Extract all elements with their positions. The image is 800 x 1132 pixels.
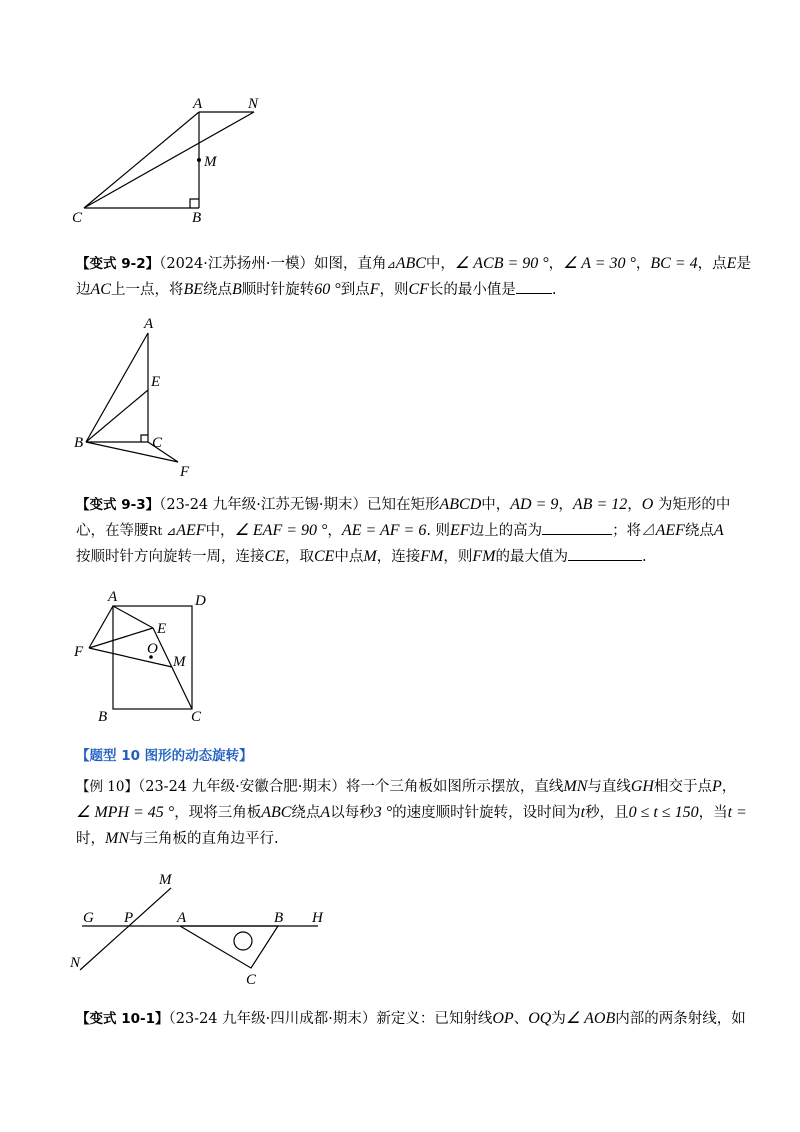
math-aef: AEF <box>176 522 206 539</box>
math-bc: BC = 4 <box>650 255 698 272</box>
text: ，取 <box>284 549 314 565</box>
text: 长的最小值是 <box>428 282 516 298</box>
label-M: M <box>173 654 186 670</box>
math-angle-aob: ∠ AOB <box>565 1010 616 1027</box>
text: ；将⊿ <box>612 523 656 539</box>
text: ， <box>548 256 564 272</box>
math-p: P <box>711 778 722 795</box>
label-A: A <box>193 96 203 112</box>
text: ，现将三角板 <box>174 805 262 821</box>
label-N: N <box>248 96 259 112</box>
math-ce: CE <box>264 548 285 565</box>
math-equals: = <box>732 804 747 821</box>
text: 内部的两条射线，如 <box>615 1011 746 1027</box>
label-C: C <box>72 210 83 226</box>
math-mn: MN <box>105 830 129 847</box>
math-ab: AB = 12 <box>572 496 628 513</box>
math-fm: FM <box>472 548 496 565</box>
math-ae-af: AE = AF = 6 <box>341 522 427 539</box>
math-a: A <box>713 522 724 539</box>
math-angle-a: ∠ A = 30 ° <box>563 255 636 272</box>
triangle-symbol: ⊿ <box>386 258 396 271</box>
label-D: D <box>195 593 206 609</box>
source: （2024·江苏扬州·一模）如图，直角 <box>159 256 387 272</box>
math-e: E <box>726 255 737 272</box>
text: 相交于点 <box>653 779 712 795</box>
text: ，当 <box>698 805 728 821</box>
text: （23-24 九年级·安徽合肥·期末）将一个三角板如图所示摆放，直线 <box>137 779 564 795</box>
example-tag: 【例 10】 <box>76 779 138 795</box>
text: 、 <box>513 1011 529 1027</box>
math-t: t <box>580 804 586 821</box>
math-degree: 60 ° <box>314 281 341 298</box>
label-H: H <box>312 910 323 926</box>
text: 边 <box>76 282 91 298</box>
label-B: B <box>98 709 108 725</box>
math-angle-mph: ∠ MPH = 45 ° <box>76 804 175 821</box>
math-mn: MN <box>563 778 588 795</box>
math-ac: AC <box>90 281 111 298</box>
text: 绕点 <box>203 282 232 298</box>
math-angle-eaf: ∠ EAF = 90 ° <box>234 522 328 539</box>
text: 与直线 <box>587 779 631 795</box>
label-A: A <box>144 316 154 332</box>
label-C: C <box>191 709 202 725</box>
label-A: A <box>108 589 118 605</box>
label-M: M <box>159 872 172 888</box>
math-abc: ABC <box>261 804 292 821</box>
text: ，连接 <box>376 549 421 565</box>
variant-tag: 【变式 9-3】 <box>76 497 160 513</box>
math-o: O <box>641 496 654 513</box>
math-fm: FM <box>420 548 444 565</box>
text: ， <box>627 497 642 513</box>
label-O: O <box>147 641 158 657</box>
math-op: OP <box>492 1010 514 1027</box>
variant-tag: 【变式 9-2】 <box>76 256 160 272</box>
text: 边上的高为 <box>469 523 543 539</box>
text: 上一点，将 <box>110 282 184 298</box>
text: ， <box>327 523 342 539</box>
text: ，点 <box>697 256 727 272</box>
section-heading: 【题型 10 图形的动态旋转】 <box>76 748 253 764</box>
label-B: B <box>274 910 284 926</box>
label-M: M <box>204 154 217 170</box>
math-ef: EF <box>450 522 470 539</box>
label-C: C <box>246 972 257 988</box>
label-B: B <box>192 210 202 226</box>
math-abcd: ABCD <box>439 496 482 513</box>
label-N: N <box>70 955 81 971</box>
math-f: F <box>369 281 380 298</box>
math-be: BE <box>183 281 203 298</box>
text: . 则 <box>426 523 451 539</box>
text: . <box>641 549 647 565</box>
text: ， <box>721 779 737 795</box>
math-ce: CE <box>313 548 335 565</box>
text: （23-24 九年级·江苏无锡·期末）已知在矩形 <box>159 497 440 513</box>
text: . <box>551 282 557 298</box>
math-m: M <box>363 548 377 565</box>
label-P: P <box>124 910 134 926</box>
math-degree: 3 ° <box>373 804 393 821</box>
math-a: A <box>320 804 331 821</box>
label-F: F <box>180 464 190 480</box>
text: 绕点 <box>684 523 714 539</box>
text: 与三角板的直角边平行. <box>129 831 279 847</box>
text: ，则 <box>443 549 473 565</box>
math-angle-acb: ∠ ACB = 90 ° <box>454 255 549 272</box>
text: 心，在等腰 <box>76 523 149 539</box>
text: 到点 <box>340 282 370 298</box>
text: ， <box>635 256 651 272</box>
label-C: C <box>152 435 163 451</box>
math-range: 0 ≤ t ≤ 150 <box>628 804 699 821</box>
text-rt: Rt ⊿ <box>148 524 177 538</box>
text: 为矩形的中 <box>653 497 731 513</box>
text: 时， <box>76 831 105 847</box>
text: 顺时针旋转 <box>241 282 315 298</box>
text: 中， <box>481 497 511 513</box>
math-aef: AEF <box>655 522 685 539</box>
text: 中， <box>205 523 235 539</box>
label-G: G <box>83 910 94 926</box>
text: 是 <box>736 256 751 272</box>
text: 为 <box>551 1011 566 1027</box>
label-E: E <box>151 374 161 390</box>
text: 中， <box>425 256 455 272</box>
variant-tag: 【变式 10-1】 <box>76 1011 169 1027</box>
variant-10-1-text <box>76 1006 746 1032</box>
text: 以每秒 <box>330 805 374 821</box>
label-B: B <box>74 435 84 451</box>
label-E: E <box>157 621 167 637</box>
math-abc: ABC <box>395 255 426 272</box>
text: 的速度顺时针旋转，设时间为 <box>392 805 581 821</box>
math-cf: CF <box>408 281 429 298</box>
text: 的最大值为 <box>495 549 568 565</box>
text: （23-24 九年级·四川成都·期末）新定义：已知射线 <box>168 1011 493 1027</box>
text: 秒，且 <box>585 805 629 821</box>
math-gh: GH <box>630 778 654 795</box>
math-b: B <box>232 281 242 298</box>
text: ，则 <box>379 282 409 298</box>
math-ad: AD = 9 <box>510 496 559 513</box>
text: 按顺时针方向旋转一周，连接 <box>76 549 265 565</box>
math-t: t <box>727 804 733 821</box>
math-oq: OQ <box>528 1010 552 1027</box>
text: ， <box>558 497 573 513</box>
text: 中点 <box>334 549 364 565</box>
label-A: A <box>177 910 187 926</box>
label-F: F <box>74 644 84 660</box>
text: 绕点 <box>291 805 321 821</box>
